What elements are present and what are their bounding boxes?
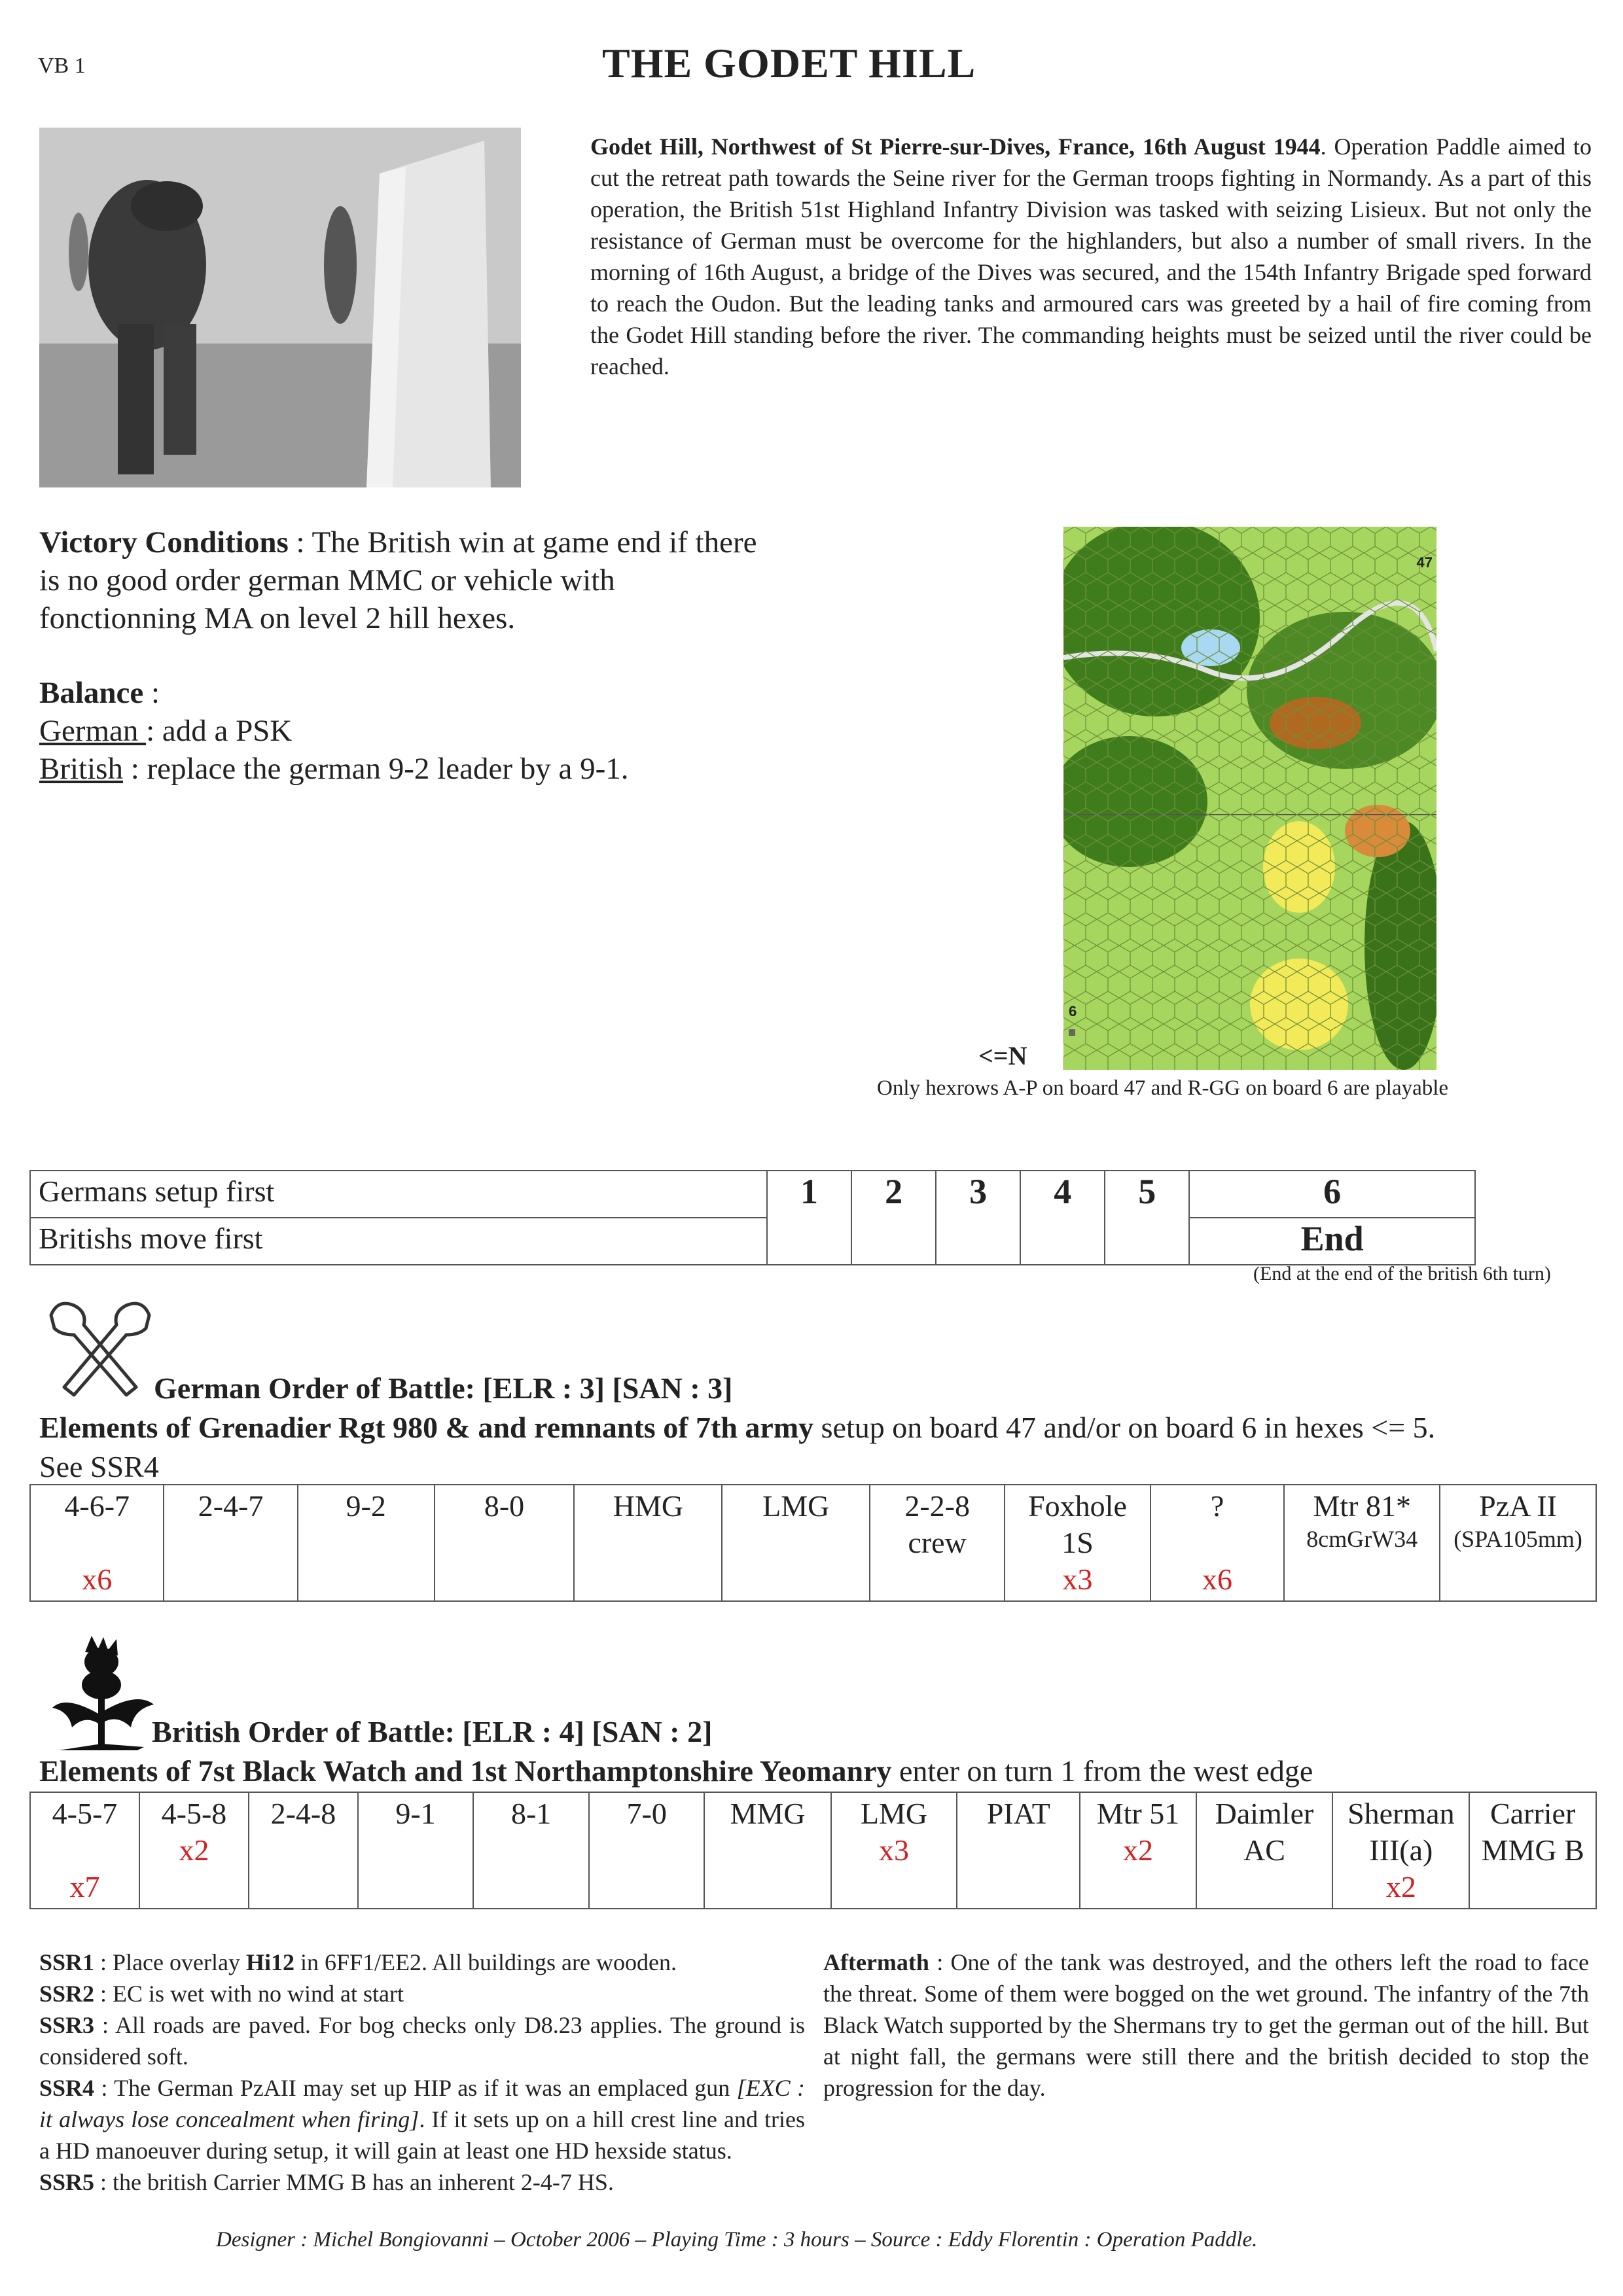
unit-name: 4-5-8 xyxy=(161,1797,227,1830)
balance-british-text: : replace the german 9-2 leader by a 9-1. xyxy=(122,752,629,786)
unit-name: 8-1 xyxy=(510,1797,552,1830)
unit-sub xyxy=(33,1525,160,1561)
ssr4-text-a: : The German PzAII may set up HIP as if it was an emplaced gun xyxy=(94,2075,737,2101)
german-see-ssr: See SSR4 xyxy=(39,1450,159,1483)
unit-cell xyxy=(30,1485,164,1601)
intro-text: Godet Hill, Northwest of St Pierre-sur-Dives, France, 16th August 1944. Operation Paddle aimed to cut the retreat path towards the Seine river for the German troops fighting in Normandy. As a part of this operation, the British 51st Highland Infantry Division was tasked with seizing Lisieux. But not only the resistance of German must be overcome for the highlanders, but also a number of small rivers. In the morning of 16th August, a bridge of the Dives was secured, and the 154th Infantry Brigade sped forward to reach the Oudon. But the leading tanks and armoured cars was greeted by a hail of fire coming from the Godet Hill standing before the river. The commanding heights must be seized until the river could be reached. xyxy=(590,133,1592,380)
unit-count: x2 xyxy=(1385,1870,1416,1903)
unit-sub xyxy=(33,1832,136,1869)
turn-end-note: (End at the end of the british 6th turn) xyxy=(1253,1263,1551,1284)
ssr5-text: : the british Carrier MMG B has an inherent 2-4-7 HS. xyxy=(94,2169,614,2195)
balance-label: Balance xyxy=(39,676,144,710)
unit-name: 9-2 xyxy=(346,1489,386,1523)
unit-cell xyxy=(358,1792,474,1909)
balance-german-label: German xyxy=(39,714,147,748)
british-emblem-icon xyxy=(46,1636,157,1750)
ssr2-label: SSR2 xyxy=(39,1981,95,2007)
scenario-id: VB 1 xyxy=(38,54,86,78)
unit-name: LMG xyxy=(762,1489,830,1523)
british-oob-table xyxy=(29,1792,1597,1909)
unit-name: Mtr 51 xyxy=(1096,1797,1180,1830)
victory-label: Victory Conditions xyxy=(39,525,289,559)
unit-cell xyxy=(1440,1485,1596,1601)
balance-section: Balance : German : add a PSK British : replace the german 9-2 leader by a 9-1. xyxy=(39,676,629,786)
unit-count: x6 xyxy=(82,1563,113,1596)
ssr3-label: SSR3 xyxy=(39,2012,95,2038)
unit-name: 2-2-8 xyxy=(904,1489,970,1523)
ssr1-label: SSR1 xyxy=(39,1949,95,1975)
designer-credits: Designer : Michel Bongiovanni – October 2006 – Playing Time : 3 hours – Source : Eddy Florentin : Operation Paddle. xyxy=(216,2228,1258,2252)
ssr4-exception: [EXC : it always lose concealment when firing] xyxy=(39,2075,805,2132)
unit-name: 9-1 xyxy=(395,1797,436,1830)
unit-sub: 8cmGrW34 xyxy=(1306,1526,1418,1552)
map-board-6-label: 6 xyxy=(1069,1003,1077,1019)
victory-text: : The British win at game end if there is no good order german MMC or vehicle with fonctionning MA on level 2 hill hexes. xyxy=(39,525,757,635)
british-elements-units: Elements of 7st Black Watch and 1st Northamptonshire Yeomanry xyxy=(39,1754,892,1788)
unit-name: HMG xyxy=(613,1489,684,1523)
unit-cell xyxy=(164,1485,297,1601)
unit-count: x2 xyxy=(1122,1833,1153,1867)
unit-name: ? xyxy=(1210,1489,1224,1523)
unit-sub: AC xyxy=(1243,1833,1285,1867)
unit-cell xyxy=(1469,1792,1596,1909)
north-arrow: <=N xyxy=(978,1041,1027,1070)
turn-record-track xyxy=(29,1170,1476,1265)
unit-sub: crew xyxy=(908,1526,967,1559)
unit-cell xyxy=(704,1792,830,1909)
turn-cell: 6 xyxy=(1189,1171,1475,1218)
unit-cell xyxy=(1332,1792,1469,1909)
ssr1-text-a: : Place overlay xyxy=(94,1949,246,1975)
unit-name: Daimler xyxy=(1215,1797,1314,1830)
unit-count: x6 xyxy=(1202,1563,1233,1596)
page-title: THE GODET HILL xyxy=(602,40,976,86)
ssr2 xyxy=(39,1978,805,2009)
unit-cell xyxy=(1150,1485,1284,1601)
german-oob-table xyxy=(29,1484,1597,1602)
intro-body: Operation Paddle aimed to cut the retreat path towards the Seine river for the German troops fighting in Normandy. As a part of this operation, the British 51st Highland Infantry Division was tasked with seizing Lisieux. But not only the resistance of German must be overcome for the highlanders, but also a number of small rivers. In the morning of 16th August, a bridge of the Dives was secured, and the 154th Infantry Brigade sped forward to reach the Oudon. But the leading tanks and armoured cars was greeted by a hail of fire coming from the Godet Hill standing before the river. The commanding heights must be seized until the river could be reached. xyxy=(590,133,1592,380)
unit-cell xyxy=(589,1792,705,1909)
unit-cell xyxy=(30,1792,139,1909)
unit-name: LMG xyxy=(860,1797,928,1830)
ssr-section xyxy=(39,1947,805,2198)
unit-cell xyxy=(870,1485,1005,1601)
unit-name: 7-0 xyxy=(626,1797,667,1830)
ssr4-text-c: . If it sets up on a hill crest line and tries a HD manoeuver during setup, it will gain at least one HD hexside status. xyxy=(39,2106,805,2164)
british-elements-entry: enter on turn 1 from the west edge xyxy=(891,1754,1313,1788)
unit-count: x2 xyxy=(179,1833,209,1867)
ssr3 xyxy=(39,2009,805,2072)
unit-name: Foxhole xyxy=(1028,1489,1127,1523)
historical-photo xyxy=(39,128,521,487)
unit-count: x7 xyxy=(69,1870,100,1903)
unit-count: x3 xyxy=(1062,1563,1093,1596)
unit-cell xyxy=(435,1485,575,1601)
unit-cell xyxy=(1196,1792,1333,1909)
ssr5 xyxy=(39,2166,805,2198)
unit-cell xyxy=(1284,1485,1440,1601)
turn-setup-label: Germans setup first xyxy=(30,1171,767,1218)
unit-name: 4-6-7 xyxy=(64,1489,130,1523)
unit-name: Mtr 81* xyxy=(1313,1489,1411,1523)
ssr1-text-c: in 6FF1/EE2. All buildings are wooden. xyxy=(294,1949,677,1975)
german-elements-setup: setup on board 47 and/or on board 6 in hexes <= 5. xyxy=(813,1411,1436,1444)
unit-sub: III(a) xyxy=(1369,1833,1433,1867)
german-elements xyxy=(39,1410,1435,1445)
unit-cell xyxy=(1080,1792,1196,1909)
turn-cell: 5 xyxy=(1105,1171,1189,1265)
photo-art xyxy=(39,128,521,487)
aftermath-section xyxy=(823,1947,1589,2104)
unit-sub: MMG B xyxy=(1481,1833,1584,1867)
unit-cell xyxy=(831,1792,957,1909)
unit-cell xyxy=(1005,1485,1150,1601)
intro-heading: Godet Hill, Northwest of St Pierre-sur-Dives, France, 16th August 1944 xyxy=(590,133,1321,160)
unit-name: PzA II xyxy=(1479,1489,1557,1523)
unit-cell xyxy=(722,1485,870,1601)
unit-name: Carrier xyxy=(1490,1797,1576,1830)
turn-end-label: End xyxy=(1189,1218,1475,1265)
unit-sub: 1S xyxy=(1061,1526,1094,1559)
british-elements xyxy=(39,1754,1313,1788)
british-oob-title: British Order of Battle: [ELR : 4] [SAN : 2] xyxy=(152,1715,713,1748)
turn-move-label: Britishs move first xyxy=(30,1218,767,1265)
turn-cell: 3 xyxy=(936,1171,1020,1265)
unit-name: 2-4-8 xyxy=(270,1797,336,1830)
unit-name: 2-4-7 xyxy=(198,1489,264,1523)
map-art xyxy=(1063,527,1436,1070)
ssr2-text: : EC is wet with no wind at start xyxy=(94,1981,404,2007)
unit-name: 4-5-7 xyxy=(52,1797,118,1830)
ssr4 xyxy=(39,2072,805,2166)
scenario-map xyxy=(1063,527,1436,1070)
unit-sub: (SPA105mm) xyxy=(1454,1526,1582,1552)
unit-cell xyxy=(249,1792,358,1909)
unit-name: 8-0 xyxy=(484,1489,525,1523)
ssr3-text: : All roads are paved. For bog checks only D8.23 applies. The ground is considered soft. xyxy=(39,2012,805,2070)
turn-cell: 2 xyxy=(851,1171,936,1265)
balance-german-text: : add a PSK xyxy=(146,714,293,748)
unit-count: x3 xyxy=(879,1833,910,1867)
turn-cell: 4 xyxy=(1020,1171,1105,1265)
aftermath-text: : One of the tank was destroyed, and the others left the road to face the threat. Some of them were bogged on the wet ground. The infantry of the 7th Black Watch supported by the Shermans try to get the german out of the hill. But at night fall, the germans were still there and the british decided to stop the progression for the day. xyxy=(823,1949,1589,2101)
ssr5-label: SSR5 xyxy=(39,2169,95,2195)
map-note: Only hexrows A-P on board 47 and R-GG on board 6 are playable xyxy=(877,1076,1449,1100)
ssr1 xyxy=(39,1947,805,1978)
victory-conditions xyxy=(39,523,772,637)
map-board-47-label: 47 xyxy=(1416,554,1433,571)
unit-name: PIAT xyxy=(986,1797,1050,1830)
unit-cell xyxy=(298,1485,435,1601)
unit-cell xyxy=(957,1792,1080,1909)
turn-cell: 1 xyxy=(767,1171,851,1265)
ssr4-label: SSR4 xyxy=(39,2075,95,2101)
unit-sub xyxy=(1154,1525,1281,1561)
unit-name: MMG xyxy=(730,1797,806,1830)
unit-cell xyxy=(139,1792,249,1909)
ssr1-overlay: Hi12 xyxy=(245,1949,294,1975)
german-emblem-icon xyxy=(38,1296,162,1400)
unit-cell xyxy=(574,1485,722,1601)
german-elements-units: Elements of Grenadier Rgt 980 & and remnants of 7th army xyxy=(39,1411,814,1444)
unit-name: Sherman xyxy=(1347,1797,1455,1830)
german-oob-title: German Order of Battle: [ELR : 3] [SAN : 3] xyxy=(154,1371,733,1405)
aftermath-label: Aftermath xyxy=(823,1949,929,1975)
balance-british-label: British xyxy=(39,752,123,786)
unit-cell xyxy=(473,1792,589,1909)
